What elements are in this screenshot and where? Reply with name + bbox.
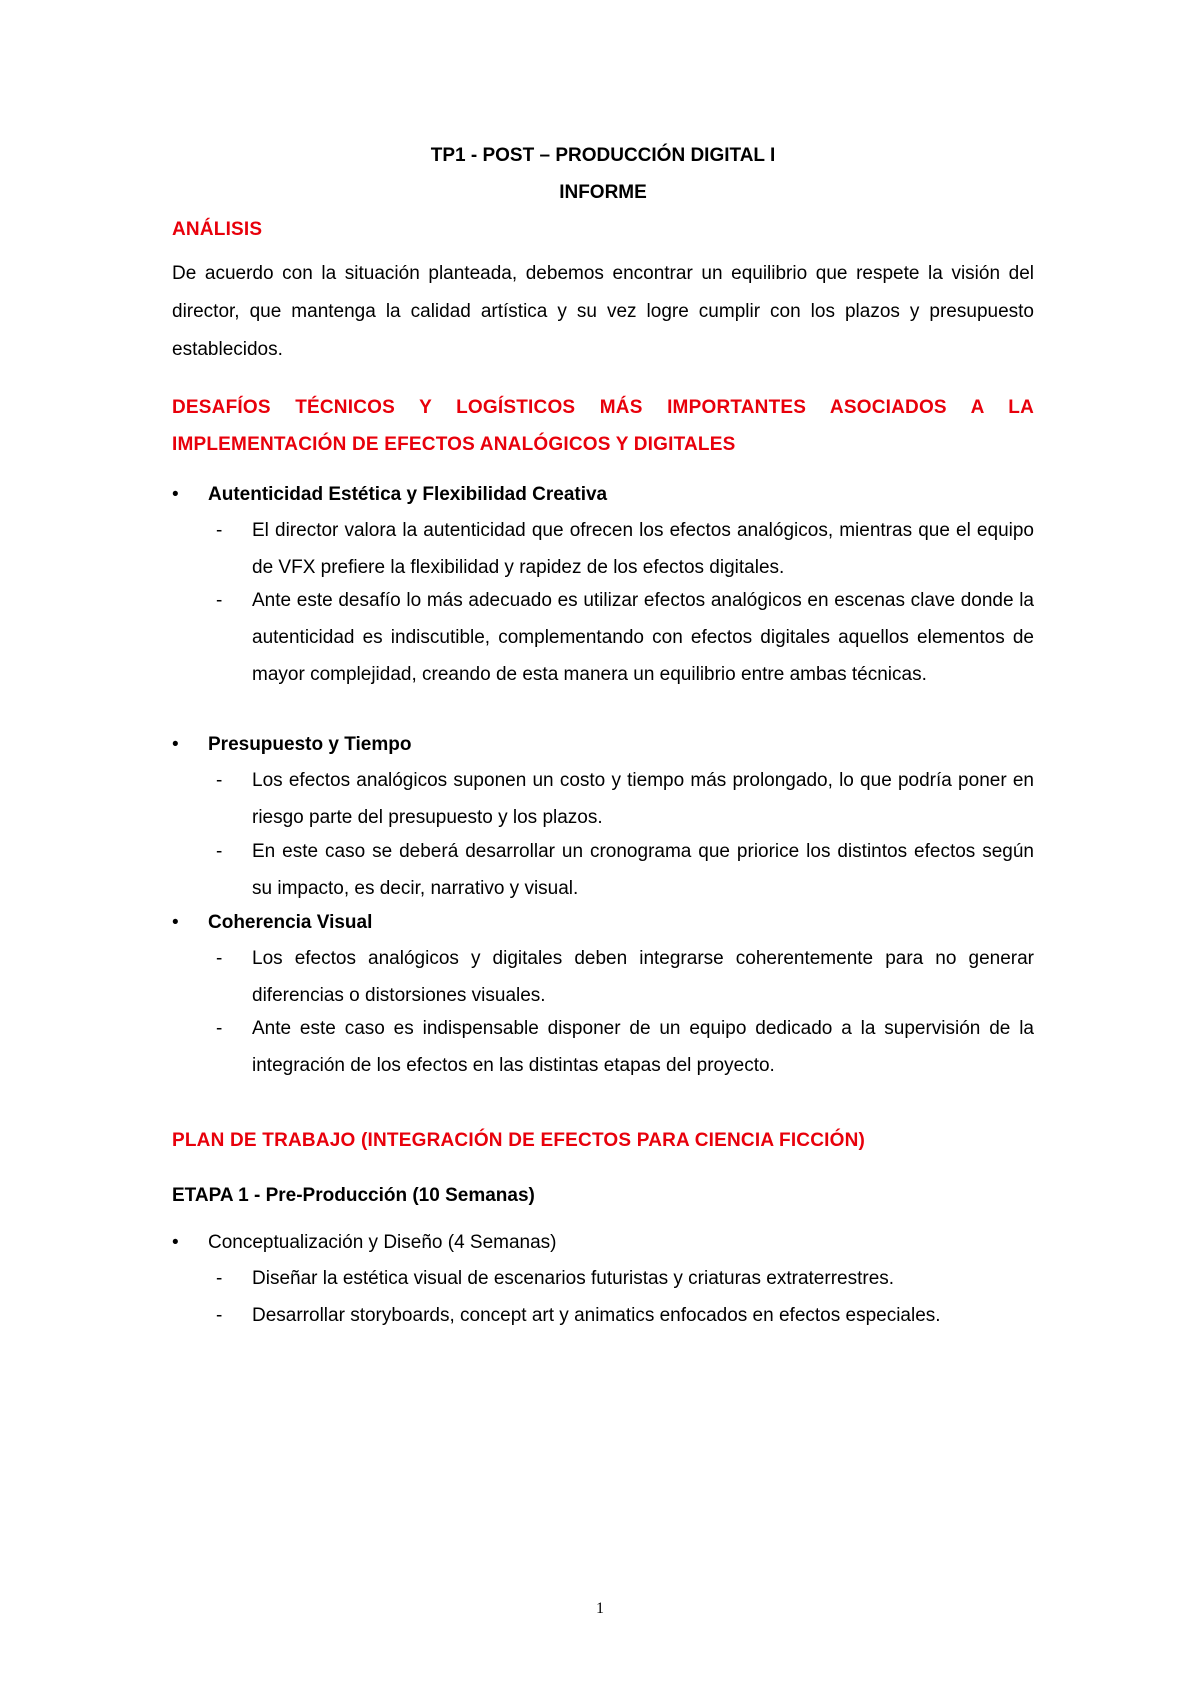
stage-1-point bbox=[216, 1260, 1034, 1297]
challenge-point-text: Ante este desafío lo más adecuado es utilizar efectos analógicos en escenas clave donde la autenticidad es indiscutible, complementando con efectos digitales aquellos elementos de mayor complejidad, creando de esta manera un equilibrio entre ambas técnicas. bbox=[252, 590, 1034, 685]
bullet-icon: • bbox=[172, 734, 179, 755]
challenge-point-text: En este caso se deberá desarrollar un cronograma que priorice los distintos efectos según su impacto, es decir, narrativo y visual. bbox=[252, 841, 1034, 899]
dash-icon: - bbox=[216, 841, 223, 862]
challenge-point-text: Ante este caso es indispensable disponer de un equipo dedicado a la supervisión de la integración de los efectos en las distintas etapas del proyecto. bbox=[252, 1018, 1034, 1076]
dash-icon: - bbox=[216, 1268, 223, 1289]
challenge-title: Presupuesto y Tiempo bbox=[208, 734, 412, 755]
challenges-heading-line-1: DESAFÍOS TÉCNICOS Y LOGÍSTICOS MÁS IMPORTANTES ASOCIADOS A LA bbox=[172, 397, 1034, 418]
plan-heading: PLAN DE TRABAJO (INTEGRACIÓN DE EFECTOS PARA CIENCIA FICCIÓN) bbox=[172, 1130, 866, 1151]
stage-1-point-text: Desarrollar storyboards, concept art y animatics enfocados en efectos especiales. bbox=[252, 1305, 941, 1326]
challenge-point bbox=[216, 582, 1034, 693]
challenge-point bbox=[216, 1010, 1034, 1084]
analysis-heading: ANÁLISIS bbox=[172, 219, 263, 240]
dash-icon: - bbox=[216, 948, 223, 969]
document-title: TP1 - POST – PRODUCCIÓN DIGITAL I bbox=[430, 145, 776, 166]
challenge-title: Autenticidad Estética y Flexibilidad Creativa bbox=[208, 484, 608, 505]
stage-1-title: ETAPA 1 - Pre-Producción (10 Semanas) bbox=[172, 1185, 535, 1206]
challenge-point bbox=[216, 833, 1034, 907]
challenge-point bbox=[216, 940, 1034, 1014]
bullet-icon: • bbox=[172, 1232, 179, 1253]
challenge-point bbox=[216, 762, 1034, 836]
challenge-title: Coherencia Visual bbox=[208, 912, 373, 933]
challenge-point bbox=[216, 512, 1034, 586]
challenge-point-text: El director valora la autenticidad que ofrecen los efectos analógicos, mientras que el equipo de VFX prefiere la flexibilidad y rapidez de los efectos digitales. bbox=[252, 520, 1034, 578]
bullet-icon: • bbox=[172, 484, 179, 505]
challenge-point-text: Los efectos analógicos y digitales deben integrarse coherentemente para no generar diferencias o distorsiones visuales. bbox=[252, 948, 1034, 1006]
dash-icon: - bbox=[216, 770, 223, 791]
page-number: 1 bbox=[596, 1600, 604, 1617]
document-subtitle: INFORME bbox=[559, 182, 647, 203]
stage-1-bullet-text: Conceptualización y Diseño (4 Semanas) bbox=[208, 1232, 557, 1253]
challenge-point-text: Los efectos analógicos suponen un costo y tiempo más prolongado, lo que podría poner en riesgo parte del presupuesto y los plazos. bbox=[252, 770, 1034, 828]
dash-icon: - bbox=[216, 1305, 223, 1326]
stage-1-point bbox=[216, 1297, 1034, 1334]
stage-1-point-text: Diseñar la estética visual de escenarios futuristas y criaturas extraterrestres. bbox=[252, 1268, 895, 1289]
dash-icon: - bbox=[216, 590, 223, 611]
dash-icon: - bbox=[216, 520, 223, 541]
bullet-icon: • bbox=[172, 912, 179, 933]
dash-icon: - bbox=[216, 1018, 223, 1039]
analysis-paragraph: De acuerdo con la situación planteada, debemos encontrar un equilibrio que respete la visión del director, que mantenga la calidad artística y su vez logre cumplir con los plazos y presupuesto establecidos. bbox=[172, 263, 1034, 360]
challenges-heading-line-2: IMPLEMENTACIÓN DE EFECTOS ANALÓGICOS Y DIGITALES bbox=[172, 434, 736, 455]
